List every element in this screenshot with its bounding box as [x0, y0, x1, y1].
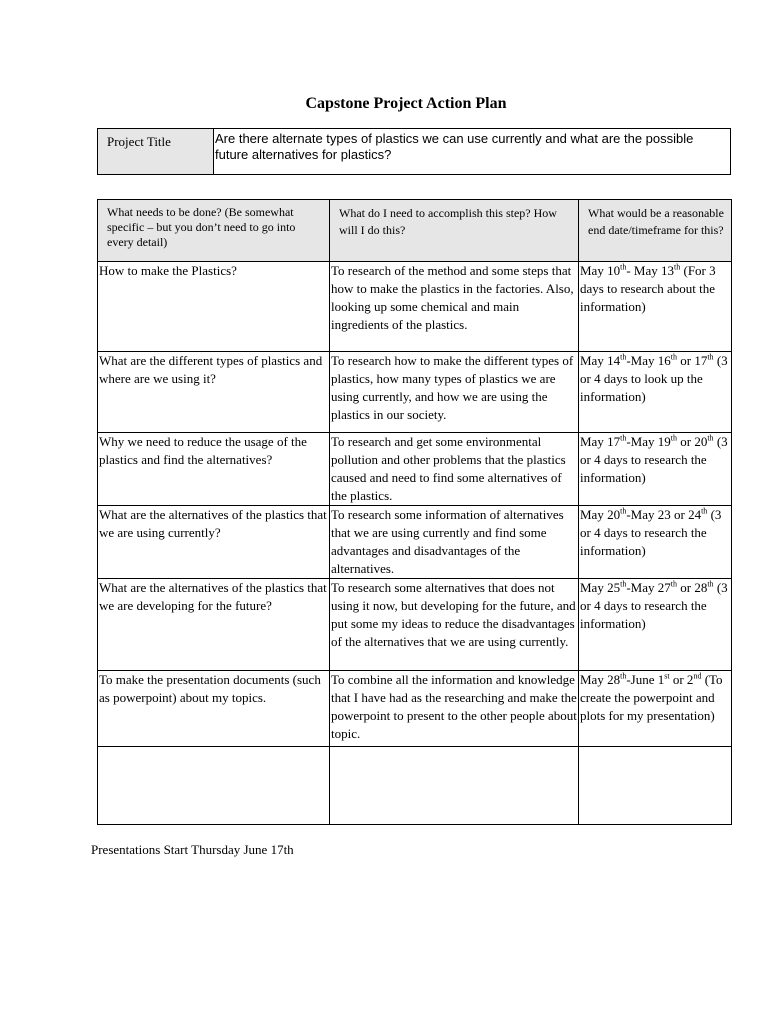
action-plan-table: [97, 199, 732, 825]
table-header-row: [98, 200, 732, 262]
table-row: [98, 352, 732, 433]
when-cell: May 14th-May 16th or 17th (3 or 4 days to look up the information): [579, 352, 732, 433]
table-row: [98, 262, 732, 352]
header-when: What would be a reasonable end date/timeframe for this?: [579, 200, 732, 262]
document-title: Capstone Project Action Plan: [305, 95, 507, 112]
task-cell: Why we need to reduce the usage of the plastics and find the alternatives?: [98, 433, 330, 506]
empty-cell: [579, 747, 732, 825]
header-what: What needs to be done? (Be somewhat specific – but you don’t need to go into every detail): [98, 200, 330, 262]
empty-cell: [330, 747, 579, 825]
task-cell: To make the presentation documents (such as powerpoint) about my topics.: [98, 671, 330, 747]
table-row: [98, 579, 732, 671]
header-how: What do I need to accomplish this step? How will I do this?: [330, 200, 579, 262]
when-cell: May 28th-June 1st or 2nd (To create the powerpoint and plots for my presentation): [579, 671, 732, 747]
presentation-date-note: Presentations Start Thursday June 17th: [91, 842, 294, 857]
how-cell: To research how to make the different types of plastics, how many types of plastics we are using currently, and how we are using the plastics in our society.: [330, 352, 579, 433]
when-cell: May 20th-May 23 or 24th (3 or 4 days to research the information): [579, 506, 732, 579]
how-cell: To research and get some environmental pollution and other problems that the plastics caused and need to find some alternatives of the plastics.: [330, 433, 579, 506]
project-title-label: Project Title: [98, 129, 214, 175]
project-title-value: Are there alternate types of plastics we can use currently and what are the possible future alternatives for plastics?: [214, 129, 731, 175]
project-title-table: [97, 128, 731, 175]
when-cell: May 25th-May 27th or 28th (3 or 4 days to research the information): [579, 579, 732, 671]
task-cell: What are the alternatives of the plastics that we are developing for the future?: [98, 579, 330, 671]
task-cell: What are the alternatives of the plastics that we are using currently?: [98, 506, 330, 579]
how-cell: To research some information of alternatives that we are using currently and find some advantages and disadvantages of the alternatives.: [330, 506, 579, 579]
when-cell: May 10th- May 13th (For 3 days to research about the information): [579, 262, 732, 352]
empty-table-row: [98, 747, 732, 825]
task-cell: What are the different types of plastics and where are we using it?: [98, 352, 330, 433]
how-cell: To combine all the information and knowledge that I have had as the researching and make the powerpoint to present to the other people about topic.: [330, 671, 579, 747]
when-cell: May 17th-May 19th or 20th (3 or 4 days to research the information): [579, 433, 732, 506]
task-cell: How to make the Plastics?: [98, 262, 330, 352]
table-row: [98, 506, 732, 579]
table-row: [98, 433, 732, 506]
how-cell: To research some alternatives that does not using it now, but developing for the future, and put some my ideas to reduce the disadvantages of the alternatives that we are using currently.: [330, 579, 579, 671]
how-cell: To research of the method and some steps that how to make the plastics in the factories. Also, looking up some chemical and main ingredients of the plastics.: [330, 262, 579, 352]
table-row: [98, 671, 732, 747]
empty-cell: [98, 747, 330, 825]
